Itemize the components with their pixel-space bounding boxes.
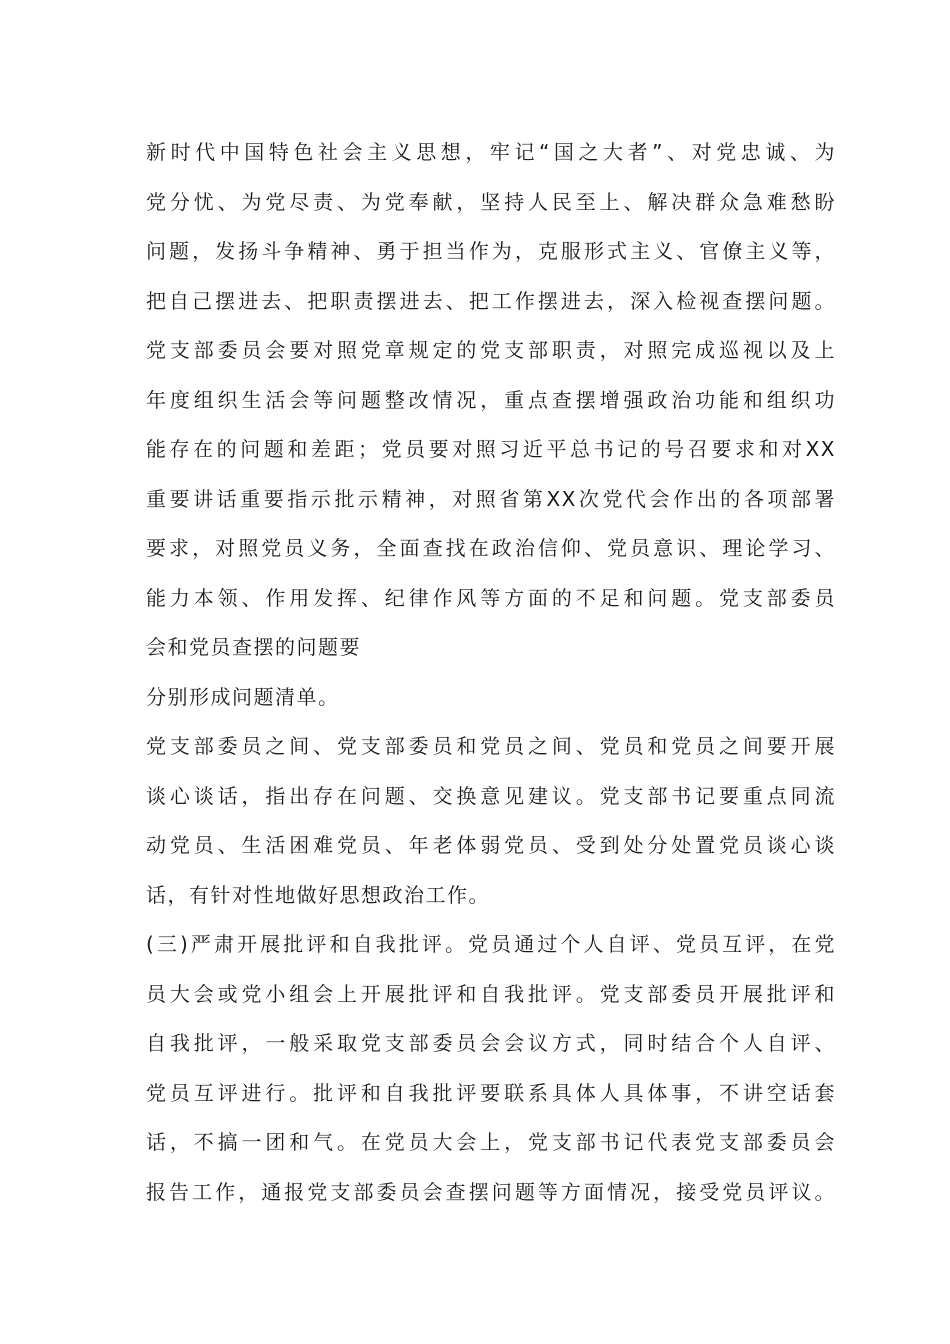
text-line: 新时代中国特色社会主义思想，牢记“国之大者”、对党忠诚、为: [146, 140, 836, 164]
text-line: 重要讲话重要指示批示精神，对照省第XX次党代会作出的各项部署: [146, 486, 836, 511]
text-line: 分别形成问题清单。: [146, 684, 340, 709]
text-line: 会和党员查摆的问题要: [146, 635, 361, 659]
text-line: 要求，对照党员义务，全面查找在政治信仰、党员意识、理论学习、: [146, 536, 836, 560]
text-line: 员大会或党小组会上开展批评和自我批评。党支部委员开展批评和: [146, 981, 836, 1006]
text-line: 谈心谈话，指出存在问题、交换意见建议。党支部书记要重点同流: [146, 783, 836, 808]
text-line: 党支部委员会要对照党章规定的党支部职责，对照完成巡视以及上: [146, 338, 836, 362]
text-line: 自我批评，一般采取党支部委员会会议方式，同时结合个人自评、: [146, 1031, 836, 1055]
text-line: 动党员、生活困难党员、年老体弱党员、受到处分处置党员谈心谈: [146, 833, 836, 857]
text-line: 党支部委员之间、党支部委员和党员之间、党员和党员之间要开展: [146, 734, 836, 758]
text-line: 话，不搞一团和气。在党员大会上，党支部书记代表党支部委员会: [146, 1130, 836, 1154]
text-line: 话，有针对性地做好思想政治工作。: [146, 882, 490, 907]
text-line: 问题，发扬斗争精神、勇于担当作为，克服形式主义、官僚主义等，: [146, 239, 836, 263]
text-line: (三)严肃开展批评和自我批评。党员通过个人自评、党员互评，在党: [146, 932, 836, 956]
text-line: 党员互评进行。批评和自我批评要联系具体人具体事，不讲空话套: [146, 1080, 836, 1105]
text-line: 报告工作，通报党支部委员会查摆问题等方面情况，接受党员评议。: [146, 1179, 836, 1204]
text-line: 能力本领、作用发挥、纪律作风等方面的不足和问题。党支部委员: [146, 585, 836, 610]
text-line: 把自己摆进去、把职责摆进去、把工作摆进去，深入检视查摆问题。: [146, 288, 836, 313]
text-line: 年度组织生活会等问题整改情况，重点查摆增强政治功能和组织功: [146, 387, 836, 412]
text-line: 党分忧、为党尽责、为党奉献，坚持人民至上、解决群众急难愁盼: [146, 189, 836, 214]
document-body: [146, 132, 836, 1221]
text-line: 能存在的问题和差距；党员要对照习近平总书记的号召要求和对XX: [146, 437, 836, 461]
